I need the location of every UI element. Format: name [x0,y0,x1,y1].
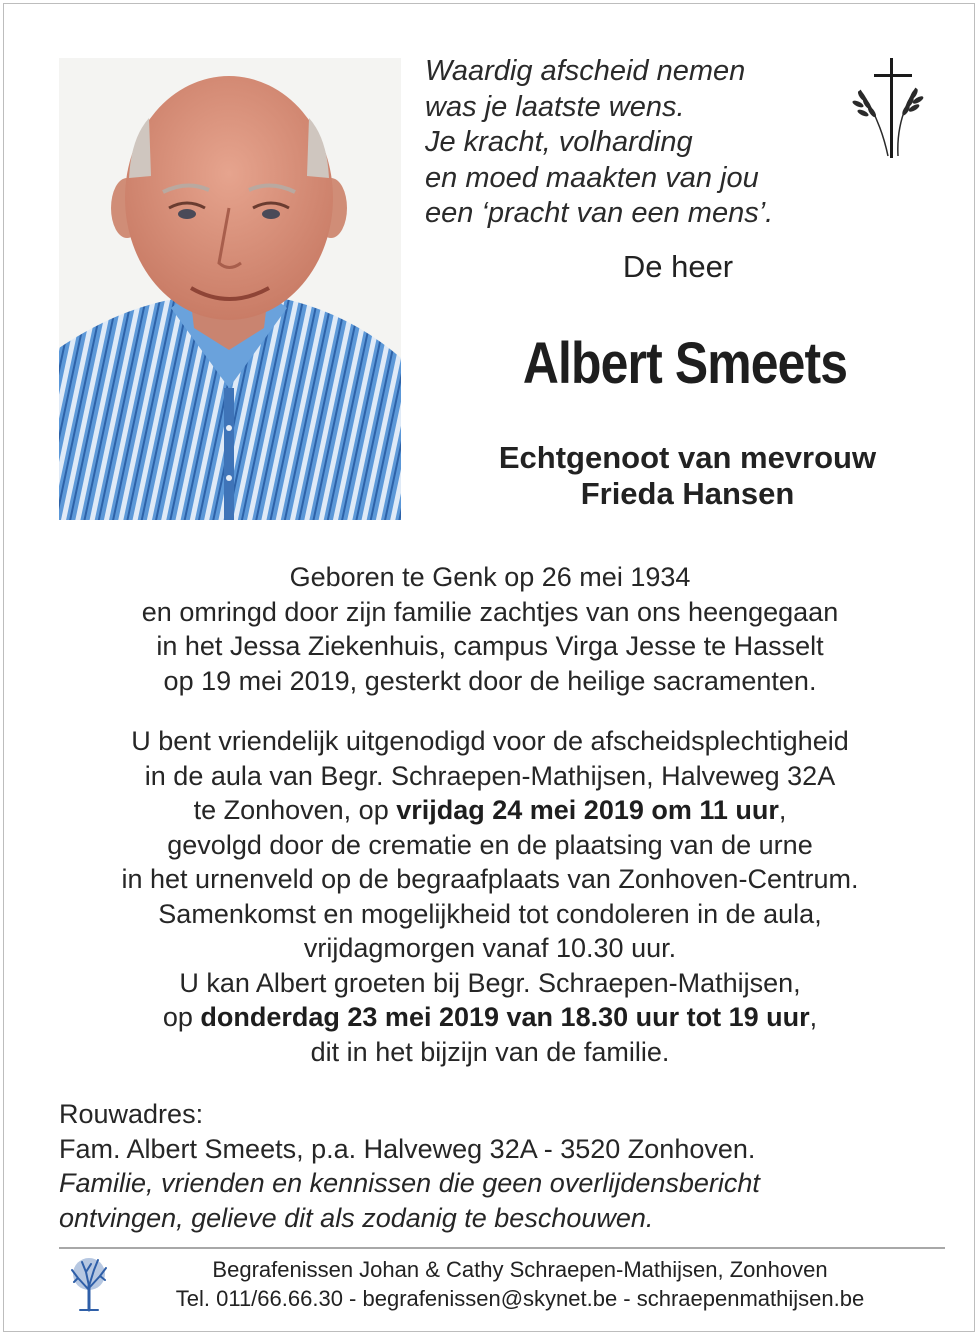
notice-note: ontvingen, gelieve dit als zodanig te beschouwen. [59,1202,654,1233]
text-segment: , [778,795,787,825]
poem-line: en moed maakten van jou [425,161,759,194]
address-label: Rouwadres: [59,1099,204,1129]
poem-line: was je laatste wens. [425,90,685,123]
address-line: Fam. Albert Smeets, p.a. Halveweg 32A - 3520 Zonhoven. [59,1133,756,1164]
text-line: op 19 mei 2019, gesterkt door de heilige sacramenten. [163,665,817,696]
text-line: en omringd door zijn familie zachtjes van ons heengegaan [141,596,839,627]
spouse-line: Echtgenoot van mevrouw [498,440,877,475]
text-segment: op [162,1002,201,1032]
text-line: gevolgd door de crematie en de plaatsing van de urne [167,829,813,860]
text-line: U kan Albert groeten bij Begr. Schraepen-Mathijsen, [179,967,801,998]
text-line: Samenkomst en mogelijkheid tot condoleren in de aula, [158,898,822,929]
text-line: vrijdagmorgen vanaf 10.30 uur. [303,933,677,963]
portrait-photo [59,58,401,520]
footer-divider [59,1247,945,1249]
spouse-info [420,440,955,512]
text-line [20,1000,960,1035]
funeral-home-name: Begrafenissen Johan & Cathy Schraepen-Mathijsen, Zonhoven [212,1257,828,1282]
poem-line: een ‘pracht van een mens’. [425,197,774,229]
deceased-name: Albert Smeets [522,331,848,396]
text-line: in het Jessa Ziekenhuis, campus Virga Jesse te Hasselt [156,631,824,661]
text-line [20,793,960,828]
text-line: in het urnenveld op de begraafplaats van Zonhoven-Centrum. [121,864,859,894]
notice-note: Familie, vrienden en kennissen die geen overlijdensbericht [59,1168,760,1198]
poem [425,54,845,232]
honorific: De heer [622,249,734,284]
text-segment: te Zonhoven, op [193,795,397,825]
poem-line: Waardig afscheid nemen [425,55,746,87]
funeral-home-contact: Tel. 011/66.66.30 - begrafenissen@skynet.be - schraepenmathijsen.be [175,1286,865,1311]
cross-with-wheat-icon [852,58,932,162]
ceremony-date: vrijdag 24 mei 2019 om 11 uur [396,795,779,825]
text-line: U bent vriendelijk uitgenodigd voor de afscheidsplechtigheid [131,726,849,756]
spouse-name: Frieda Hansen [580,476,795,511]
footer [120,1255,920,1313]
text-segment: , [809,1002,818,1032]
text-line: dit in het bijzijn van de familie. [310,1036,670,1067]
text-line: in de aula van Begr. Schraepen-Mathijsen, Halveweg 32A [144,760,836,791]
poem-line: Je kracht, volharding [425,126,693,158]
mourning-address [59,1097,939,1235]
visitation-date: donderdag 23 mei 2019 van 18.30 uur tot 19 uur [200,1002,810,1032]
birth-death-details [30,560,950,698]
ceremony-details [20,724,960,1069]
text-line: Geboren te Genk op 26 mei 1934 [289,562,691,592]
tree-logo-icon [66,1256,112,1312]
